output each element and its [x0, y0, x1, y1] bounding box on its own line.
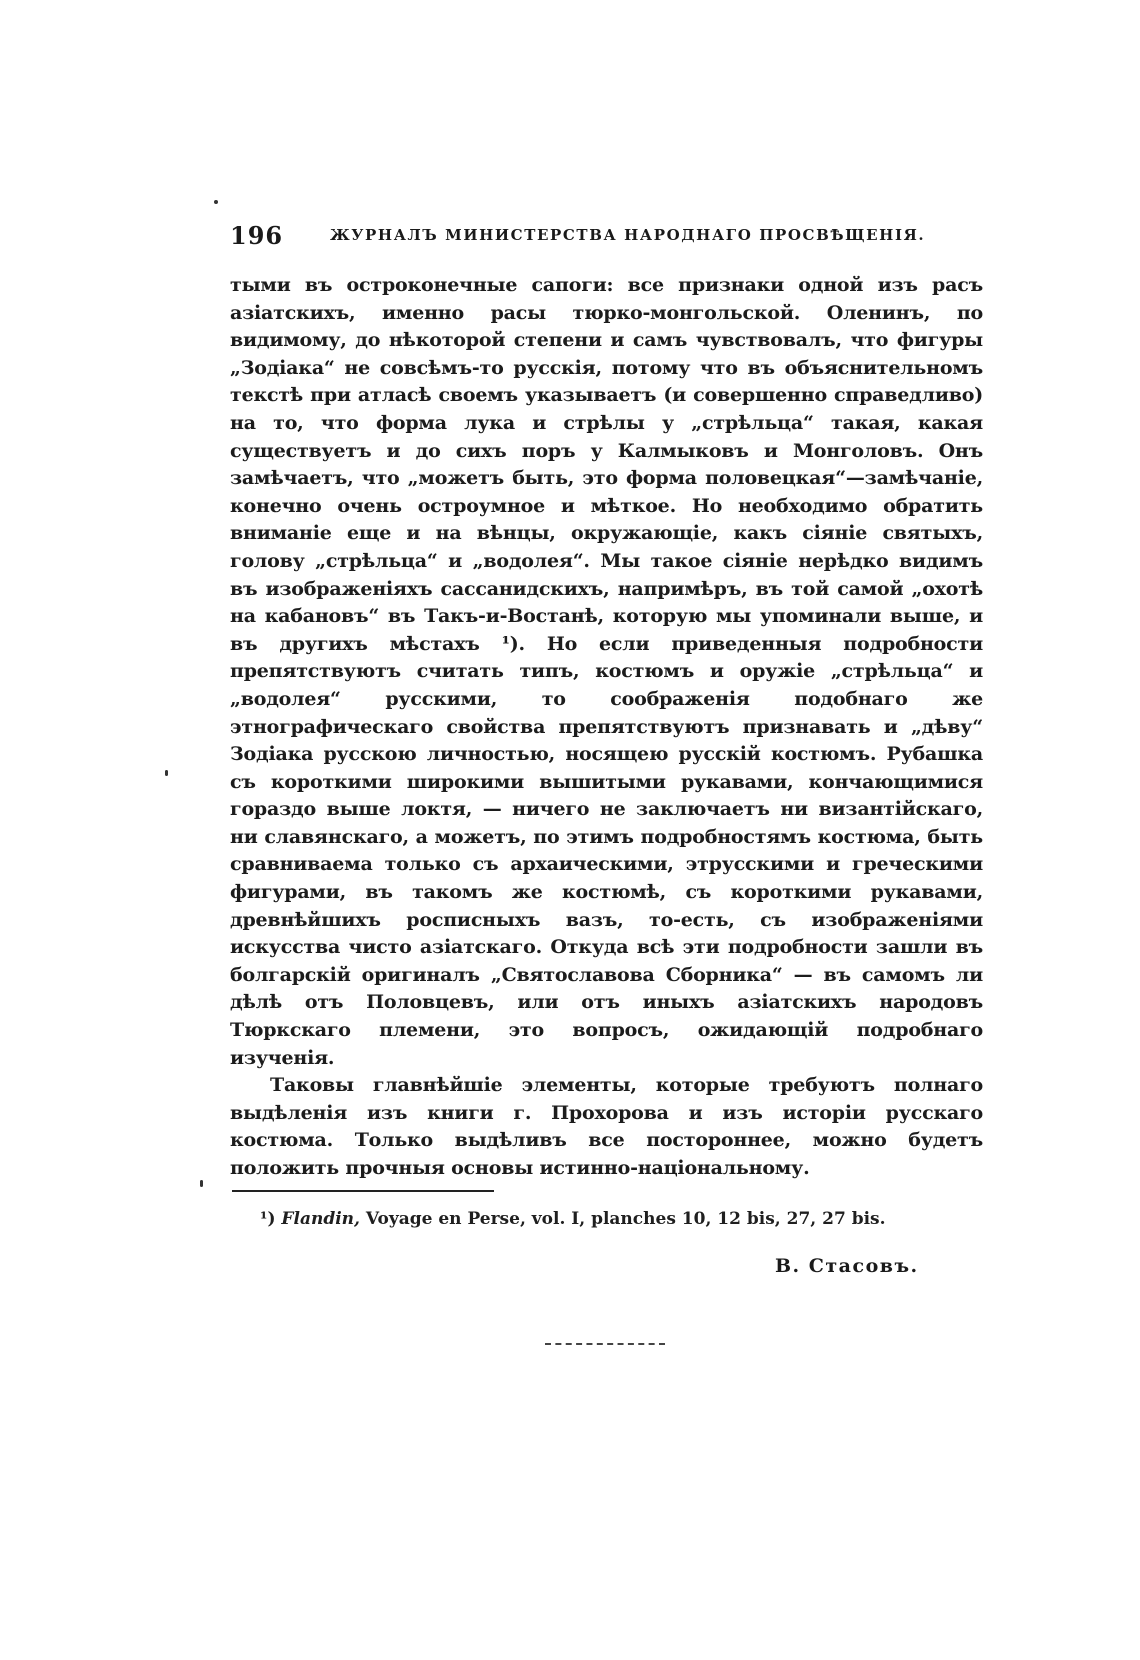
paragraph-conclusion: Таковы главнѣйшіе элементы, которые требуютъ полнаго выдѣленія изъ книги г. Прохорова и изъ исторіи русскаго костюма. Только выдѣливъ все постороннее, можно будетъ положить прочныя основы истинно-національному.	[230, 1074, 983, 1179]
footnote-separator	[232, 1190, 494, 1192]
running-title: ЖУРНАЛЪ МИНИСТЕРСТВА НАРОДНАГО ПРОСВѢЩЕНІЯ.	[330, 226, 926, 244]
footnote-author: Flandin,	[281, 1209, 360, 1229]
main-text	[230, 272, 983, 1183]
footnote	[260, 1209, 886, 1229]
print-speck	[200, 1180, 203, 1187]
print-speck	[214, 200, 218, 204]
end-separator	[545, 1343, 665, 1345]
page-header	[230, 221, 990, 251]
footnote-text: Voyage en Perse, vol. I, planches 10, 12 bis, 27, 27 bis.	[365, 1209, 886, 1229]
print-speck	[165, 770, 168, 776]
footnote-marker: ¹)	[260, 1209, 276, 1229]
page-number: 196	[230, 221, 284, 250]
paragraph-continued: тыми въ остроконечные сапоги: все признаки одной изъ расъ азіатскихъ, именно расы тюрко-монгольской. Оленинъ, по видимому, до нѣкоторой степени и самъ чувствовалъ, что фигуры „Зодіака“ не совсѣмъ-то русскія, потому что въ объяснительномъ текстѣ при атласѣ своемъ указываетъ (и совершенно справедливо) на то, что форма лука и стрѣлы у „стрѣльца“ такая, какая существуетъ и до сихъ поръ у Калмыковъ и Монголовъ. Онъ замѣчаетъ, что „можетъ быть, это форма половецкая“—замѣчаніе, конечно очень остроумное и мѣткое. Но необходимо обратить вниманіе еще и на вѣнцы, окружающіе, какъ сіяніе святыхъ, голову „стрѣльца“ и „водолея“. Мы такое сіяніе нерѣдко видимъ въ изображеніяхъ сассанидскихъ, напримѣръ, въ той самой „охотѣ на кабановъ“ въ Такъ-и-Востанѣ, которую мы упоминали выше, и въ другихъ мѣстахъ ¹). Но если приведенныя подробности препятствуютъ считать типъ, костюмъ и оружіе „стрѣльца“ и „водолея“ русскими, то соображенія подобнаго же этнографическаго свойства препятствуютъ признавать и „дѣву“ Зодіака русскою личностью, носящею русскій костюмъ. Рубашка съ короткими широкими вышитыми рукавами, кончающимися гораздо выше локтя, — ничего не заключаетъ ни византійскаго, ни славянскаго, а можетъ, по этимъ подробностямъ костюма, быть сравниваема только съ архаическими, этрусскими и греческими фигурами, въ такомъ же костюмѣ, съ короткими рукавами, древнѣйшихъ росписныхъ вазъ, то-есть, съ изображеніями искусства чисто азіатскаго. Откуда всѣ эти подробности зашли въ болгарскій оригиналъ „Святославова Сборника“ — въ самомъ ли дѣлѣ отъ Половцевъ, или отъ иныхъ азіатскихъ народовъ Тюркскаго племени, это вопросъ, ожидающій подробнаго изученія.	[230, 274, 983, 1069]
author-signature: В. Стасовъ.	[775, 1255, 919, 1277]
